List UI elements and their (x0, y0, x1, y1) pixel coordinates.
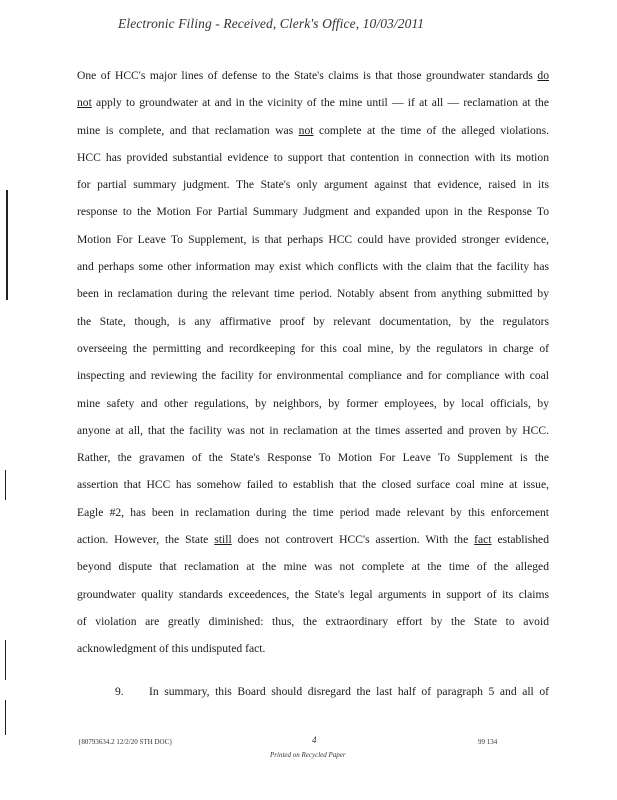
footer-right-code: 99 134 (478, 738, 498, 746)
margin-bar-left (6, 190, 8, 300)
filing-stamp-header: Electronic Filing - Received, Clerk's Office, 10/03/2011 (118, 16, 425, 31)
text-line: One of HCC's major lines of defense to the State's claims is that those groundwater standards do (77, 69, 549, 82)
paragraph-9 (77, 678, 549, 705)
text-line: of violation are greatly diminished: thus, the extraordinary effort by the State to avoid (77, 614, 549, 628)
margin-bar-left-4 (5, 700, 6, 735)
footer-doc-id: {80793634.2 12/2/20 STH DOC} (78, 738, 173, 746)
text-line: been in reclamation during the relevant time period. Notably absent from anything submitted by (77, 287, 549, 301)
text-line: Eagle #2, has been in reclamation during the time period made relevant by this enforcement (77, 505, 549, 519)
text-line: overseeing the permitting and recordkeeping for this coal mine, by the regulators in charge of (77, 341, 549, 355)
text-line: action. However, the State still does not controvert HCC's assertion. With the fact established (77, 533, 549, 547)
text-line: the State, though, is any affirmative proof by relevant documentation, by the regulators (77, 314, 549, 328)
text-line: for partial summary judgment. The State's only argument against that evidence, raised in its (77, 178, 549, 192)
text-line: acknowledgment of this undisputed fact. (77, 642, 266, 656)
underlined-word: do (537, 69, 549, 82)
text-line: HCC has provided substantial evidence to support that contention in connection with its motion (77, 150, 549, 164)
underlined-word: still (214, 533, 232, 547)
text-line: and perhaps some other information may exist which conflicts with the claim that the facility has (77, 260, 549, 274)
text-line: groundwater quality standards exceedences, the State's legal arguments in support of its claims (77, 587, 549, 601)
text-line: assertion that HCC has somehow failed to establish that the closed surface coal mine at issue, (77, 478, 549, 492)
printed-on-recycled-paper: Printed on Recycled Paper (270, 751, 346, 759)
underlined-word: not (77, 96, 92, 110)
body-paragraph (77, 62, 549, 663)
margin-bar-left-3 (5, 640, 6, 680)
text-line: Rather, the gravamen of the State's Response To Motion For Leave To Supplement is the (77, 451, 549, 465)
text-line: mine is complete, and that reclamation was not complete at the time of the alleged violations. (77, 123, 549, 137)
margin-bar-left-2 (5, 470, 6, 500)
underlined-word: not (298, 123, 314, 137)
footer-page-number: 4 (312, 735, 317, 745)
underlined-word: fact (474, 533, 492, 547)
text-line: response to the Motion For Partial Summary Judgment and expanded upon in the Response To (77, 205, 549, 219)
text-line: beyond dispute that reclamation at the mine was not complete at the time of the alleged (77, 560, 549, 574)
text-line: inspecting and reviewing the facility for environmental compliance and for compliance with coal (77, 369, 549, 383)
paragraph-number: 9. (115, 685, 124, 698)
text-line: anyone at all, that the facility was not in reclamation at the times asserted and proven by HCC. (77, 423, 549, 437)
paragraph-9-text: In summary, this Board should disregard the last half of paragraph 5 and all of (149, 685, 549, 698)
text-line: Motion For Leave To Supplement, is that perhaps HCC could have provided stronger evidence, (77, 232, 549, 246)
text-line: mine safety and other regulations, by neighbors, by former employees, by local officials, by (77, 396, 549, 410)
text-line: not apply to groundwater at and in the vicinity of the mine until — if at all — reclamation at the (77, 96, 549, 110)
